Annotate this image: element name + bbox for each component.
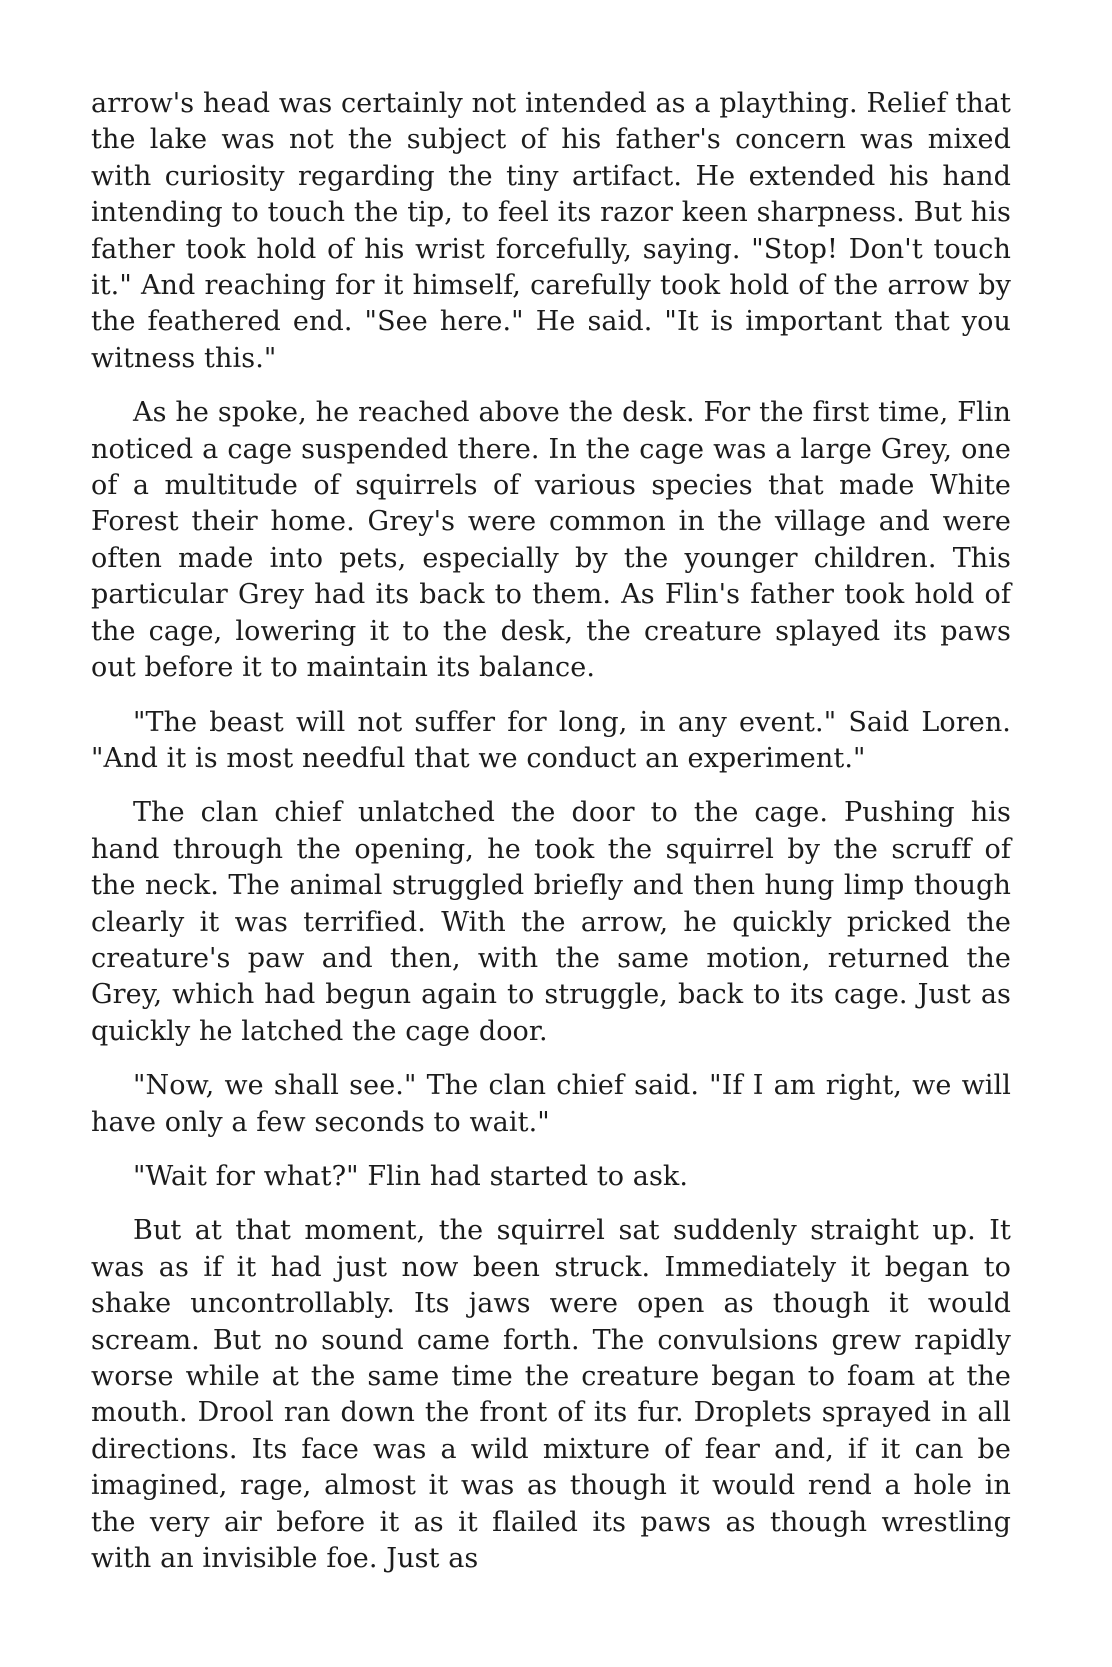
paragraph-7: But at that moment, the squirrel sat suddenly straight up. It was as if it had just now been struck. Immediately it began to shake uncontrollably. Its jaws were open as though it would scream. But no sound came forth. The convulsions grew rapidly worse while at the same time the creature began to foam at the mouth. Drool ran down the front of its fur. Droplets sprayed in all directions. Its face was a wild mixture of fear and, if it can be imagined, rage, almost it was as though it would rend a hole in the very air before it as it flailed its paws as though wrestling with an invisible foe. Just as	[91, 1215, 1011, 1575]
paragraph-6: "Wait for what?" Flin had started to ask.	[133, 1160, 689, 1192]
paragraph-2: As he spoke, he reached above the desk. For the first time, Flin noticed a cage suspended there. In the cage was a large Grey, one of a multitude of squirrels of various species that made White Forest their home. Grey's were common in the village and were often made into pets, especially by the younger children. This particular Grey had its back to them. As Flin's father took hold of the cage, lowering it to the desk, the creature splayed its paws out before it to maintain its balance.	[91, 397, 1011, 684]
paragraph-5: "Now, we shall see." The clan chief said. "If I am right, we will have only a few seconds to wait."	[91, 1070, 1011, 1138]
paragraph-4: The clan chief unlatched the door to the cage. Pushing his hand through the opening, he took the squirrel by the scruff of the neck. The animal struggled briefly and then hung limp though clearly it was terrified. With the arrow, he quickly pricked the creature's paw and then, with the same motion, returned the Grey, which had begun again to struggle, back to its cage. Just as quickly he latched the cage door.	[91, 797, 1011, 1047]
paragraph-1: arrow's head was certainly not intended as a plaything. Relief that the lake was not the subject of his father's concern was mixed with curiosity regarding the tiny artifact. He extended his hand intending to touch the tip, to feel its razor keen sharpness. But his father took hold of his wrist forcefully, saying. "Stop! Don't touch it." And reaching for it himself, carefully took hold of the arrow by the feathered end. "See here." He said. "It is important that you witness this."	[91, 88, 1011, 374]
paragraph-3: "The beast will not suffer for long, in any event." Said Loren. "And it is most needful that we conduct an experiment."	[91, 706, 1011, 774]
book-page	[91, 86, 1011, 1595]
